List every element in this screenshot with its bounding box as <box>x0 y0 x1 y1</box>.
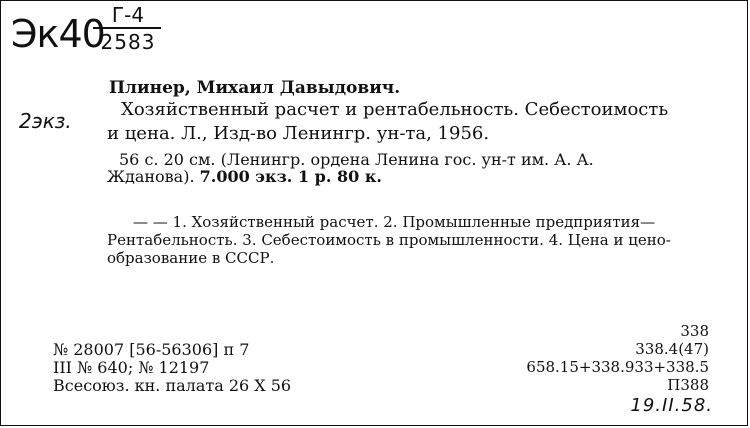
shelfmark-numerator: Г-4 <box>111 3 145 27</box>
physical-description-line-2 <box>107 168 382 186</box>
title-line-2: и цена. Л., Изд-во Ленингр. ун-та, 1956. <box>107 123 490 144</box>
physical-description-line-1: 56 с. 20 см. (Ленингр. ордена Ленина гос. ун-т им. А. А. <box>119 150 594 169</box>
shelfmark-main: Эк40 <box>11 12 105 56</box>
print-run-price: 7.000 экз. 1 р. 80 к. <box>199 167 382 186</box>
subjects-line-3: образование в СССР. <box>107 249 275 267</box>
subjects-line-2: Рентабельность. 3. Себестоимость в промышленности. 4. Цена и цено- <box>107 231 671 249</box>
chamber-imprint: Всесоюз. кн. палата 26 X 56 <box>53 376 292 395</box>
copies-note: 2экз. <box>19 109 72 133</box>
handwritten-date: 19.II.58. <box>630 395 713 416</box>
shelfmark-fraction <box>93 5 163 53</box>
class-code-4: П388 <box>667 376 709 394</box>
subjects-line-1: — — 1. Хозяйственный расчет. 2. Промышленные предприятия— <box>133 213 656 231</box>
fraction-bar <box>93 27 161 29</box>
title-line-1: Хозяйственный расчет и рентабельность. Себестоимость <box>121 99 669 120</box>
class-code-2: 338.4(47) <box>635 340 709 358</box>
class-code-1: 338 <box>680 322 709 340</box>
series-end: Жданова). <box>107 167 200 186</box>
author-heading: Плинер, Михаил Давыдович. <box>109 78 401 98</box>
class-code-3: 658.15+338.933+338.5 <box>526 358 709 376</box>
record-number: № 28007 [56-56306] п 7 <box>53 340 250 359</box>
record-ids: III № 640; № 12197 <box>53 358 210 377</box>
shelfmark-denominator: 2583 <box>100 30 156 54</box>
